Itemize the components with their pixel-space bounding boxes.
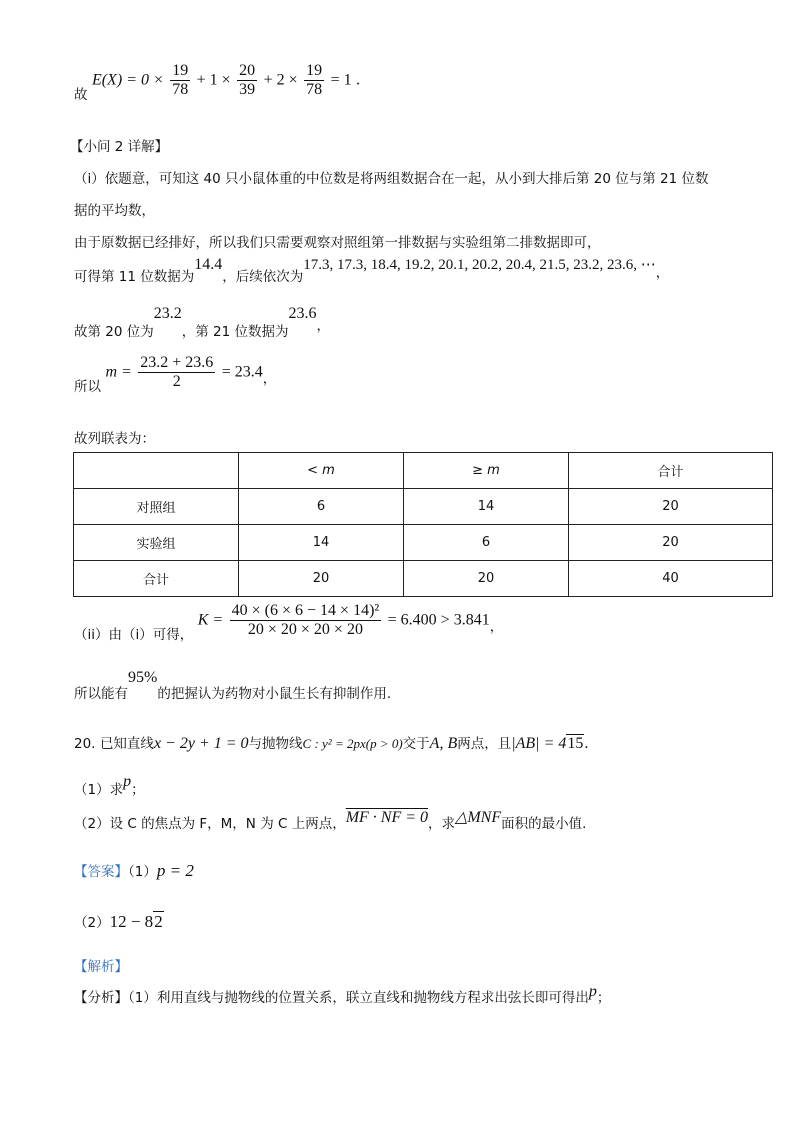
fraction-19-78: $\frac{19}{78}$: [172, 62, 189, 98]
table-cell: 20: [239, 561, 404, 597]
term-2: + 1 ×: [196, 71, 231, 89]
question-number: 20.: [74, 736, 96, 752]
value-14-4: 14.4: [194, 256, 223, 273]
jiexi-tag: 【解析】: [74, 959, 128, 975]
table-cell: 14: [404, 489, 569, 525]
table-header-cell: ≥ m: [404, 453, 569, 489]
table-cell: 20: [569, 489, 773, 525]
table-intro: 故列联表为：: [74, 431, 155, 447]
question-20-part2: （2）设 C 的焦点为 F，M，N 为 C 上两点，MF · NF = 0，求△MNF面积的最小值.: [74, 809, 587, 832]
table-cell: 20: [569, 525, 773, 561]
table-row: [74, 561, 773, 597]
answer-part2: （2）12 − 82: [74, 912, 163, 931]
sequence-values: 17.3, 17.3, 18.4, 19.2, 20.1, 20.2, 20.4, 21.5, 23.2, 23.6, ⋯: [303, 257, 656, 273]
value-23-6: 23.6: [288, 305, 317, 322]
para-i-line1: （i）依题意，可知这 40 只小鼠体重的中位数是将两组数据合在一起，从小到大排后第 20 位与第 21 位数: [74, 171, 709, 187]
sqrt-2: 2: [154, 912, 163, 931]
percent-95: 95%: [128, 669, 158, 686]
table-header-cell: [74, 453, 239, 489]
table-header-cell: 合计: [569, 453, 773, 489]
median-line: 所以 m = $\frac{23.2 + 23.6}{2}$ = 23.4，: [74, 354, 277, 395]
table-cell: 6: [239, 489, 404, 525]
answer-part1: 【答案】（1）p = 2: [74, 861, 194, 880]
triangle-mnf: △MNF: [455, 809, 502, 826]
table-row: [74, 489, 773, 525]
table-header-row: [74, 453, 773, 489]
answer-value-1: p = 2: [156, 861, 194, 880]
answer-value-2: 12 − 8: [109, 912, 154, 931]
sub2-heading: 【小问 2 详解】: [70, 139, 169, 155]
analysis-line: 【分析】（1）利用直线与抛物线的位置关系，联立直线和抛物线方程求出弦长即可得出p；: [74, 983, 611, 1006]
prefix-text: 故: [74, 86, 88, 103]
expectation-lhs: E(X) = 0 ×: [91, 71, 164, 89]
table-cell: 20: [404, 561, 569, 597]
expectation-result: = 1: [330, 71, 352, 89]
fraction-19-78-b: $\frac{19}{78}$: [306, 62, 323, 98]
chi-square-fraction: $\frac{\text{40 × (6 × 6 − 14 × 14)²}}{20 \times 20 \times 20 \times 20}$: [231, 602, 380, 638]
period: .: [356, 71, 361, 89]
table-cell: 40: [569, 561, 773, 597]
expectation-line: [74, 62, 361, 103]
line-11th: 可得第 11 位数据为14.4，后续依次为17.3, 17.3, 18.4, 19.2, 20.1, 20.2, 20.4, 21.5, 23.2, 23.6, ⋯，: [74, 256, 670, 285]
contingency-table: [73, 452, 773, 597]
parabola-equation: C : y² = 2px(p > 0): [302, 736, 403, 751]
question-20-part1: （1）求p；: [74, 773, 145, 798]
vector-dot-product: MF · NF = 0: [345, 809, 429, 826]
fraction-20-39: $\frac{20}{39}$: [239, 62, 256, 98]
line-20th-21st: 故第 20 位为23.2，第 21 位数据为23.6，: [74, 305, 331, 340]
para-i-line3: 由于原数据已经排好，所以我们只需要观察对照组第一排数据与实验组第二排数据即可，: [74, 235, 601, 251]
table-cell: 14: [239, 525, 404, 561]
table-row: [74, 525, 773, 561]
term-3: + 2 ×: [263, 71, 298, 89]
analysis-tag: 【分析】: [74, 990, 128, 1006]
chi-square-line: （ii）由（i）可得， K = $\frac{\text{40 × (6 × 6 − 14 × 14)²}}{20 \times 20 \times 20 \times 20}$ = 6.400 > 3.841，: [74, 602, 504, 643]
answer-tag: 【答案】: [74, 864, 128, 880]
table-cell: 6: [404, 525, 569, 561]
table-cell: 合计: [74, 561, 239, 597]
median-fraction: $\frac{23.2 + 23.6}{2}$: [140, 354, 214, 390]
chord-length: |AB| = 4: [511, 735, 567, 752]
sqrt-15: 15: [567, 735, 584, 752]
table-cell: 实验组: [74, 525, 239, 561]
question-20: 20. 已知直线x − 2y + 1 = 0与抛物线C : y² = 2px(p > 0)交于A, B两点，且|AB| = 415.: [74, 735, 589, 752]
value-23-2: 23.2: [153, 305, 182, 322]
table-header-cell: < m: [239, 453, 404, 489]
line-equation: x − 2y + 1 = 0: [153, 735, 249, 752]
conclusion-line: 所以能有95%的把握认为药物对小鼠生长有抑制作用.: [74, 669, 392, 702]
table-cell: 对照组: [74, 489, 239, 525]
para-i-line2: 据的平均数，: [74, 203, 155, 219]
